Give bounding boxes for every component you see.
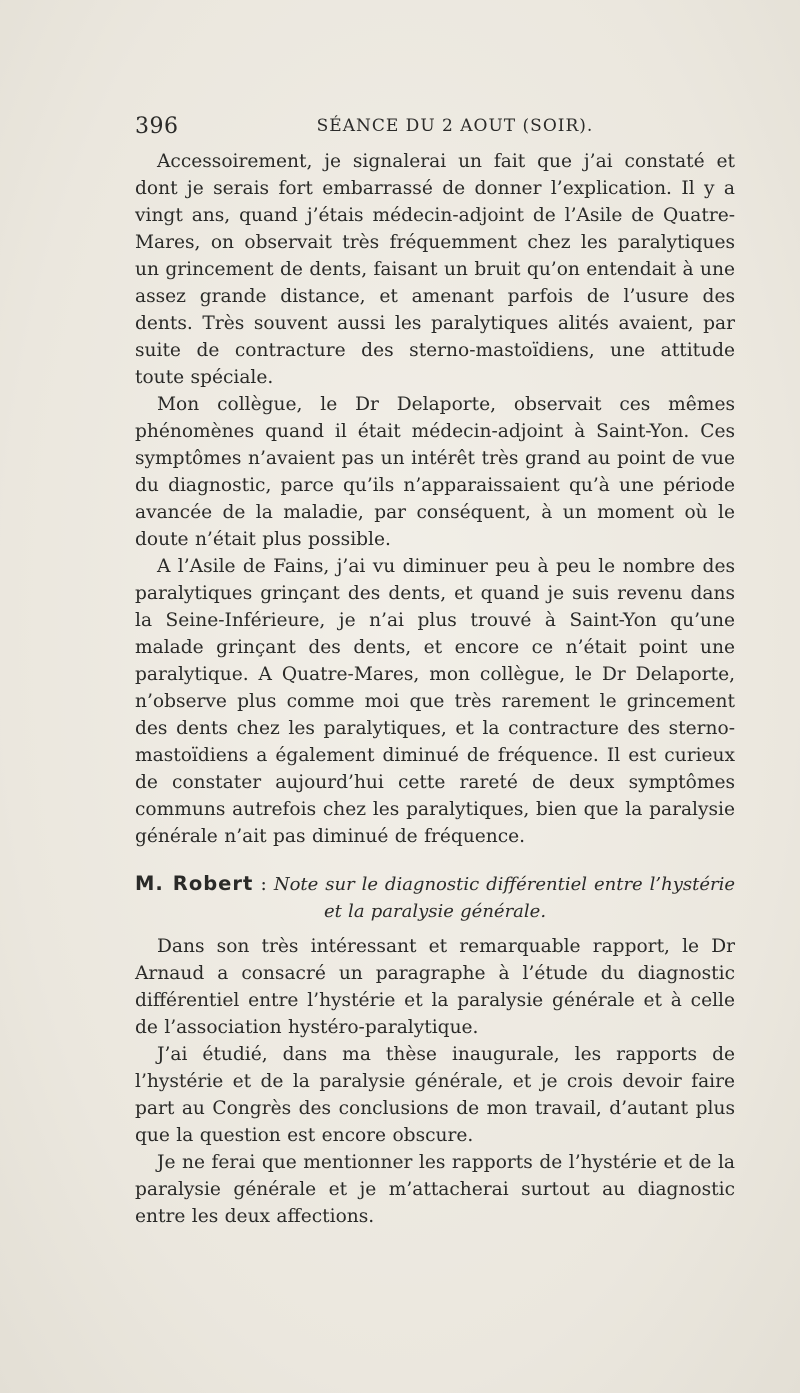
running-head: SÉANCE DU 2 AOUT (SOIR). [316,116,594,136]
section-heading [135,870,735,925]
section-paragraph-3: Je ne ferai que mentionner les rapports de l’hystérie et de la paralysie générale et je m’attacherai surtout au diagnostic entre les deux affections. [135,1152,735,1227]
page-header [135,114,735,144]
speaker-name: M. Robert [135,872,254,895]
paragraph-2: Mon collègue, le Dr Delaporte, observait ces mêmes phénomènes quand il était médecin-adjoint à Saint-Yon. Ces symptômes n’avaient pas un intérêt très grand au point de vue du diagnostic, parce qu’ils n’apparaissaient qu’à une période avancée de la maladie, par conséquent, à un moment où le doute n’était plus possible. [135,394,735,550]
section-paragraph-1: Dans son très intéressant et remarquable rapport, le Dr Arnaud a consacré un paragraphe à l’étude du diagnostic différentiel entre l’hystérie et la paralysie générale et à celle de l’association hystéro-paralytique. [135,936,735,1038]
section-title-line-1: Note sur le diagnostic différentiel entre l’hystérie [273,874,736,895]
section-title-line-2: et la paralysie générale. [323,901,547,922]
section-heading-line-1 [135,870,735,898]
section-paragraph-2: J’ai étudié, dans ma thèse inaugurale, les rapports de l’hystérie et de la paralysie générale, et je crois devoir faire part au Congrès des conclusions de mon travail, d’autant plus que la question est encore obscure. [135,1044,735,1146]
robert-section [135,870,735,1230]
paragraph-3: A l’Asile de Fains, j’ai vu diminuer peu à peu le nombre des paralytiques grinçant des dents, et quand je suis revenu dans la Seine-Inférieure, je n’ai plus trouvé à Saint-Yon qu’une malade grinçant des dents, et encore ce n’était point une paralytique. A Quatre-Mares, mon collègue, le Dr Delaporte, n’observe plus comme moi que très rarement le grincement des dents chez les paralytiques, et la contracture des sterno-mastoïdiens a également diminué de fréquence. Il est curieux de constater aujourd’hui cette rareté de deux symptômes communs autrefois chez les paralytiques, bien que la paralysie générale n’ait pas diminué de fréquence. [135,556,735,847]
paragraph-1: Accessoirement, je signalerai un fait que j’ai constaté et dont je serais fort embarrassé de donner l’explication. Il y a vingt ans, quand j’étais médecin-adjoint de l’Asile de Quatre-Mares, on observait très fréquemment chez les paralytiques un grincement de dents, faisant un bruit qu’on entendait à une assez grande distance, et amenant parfois de l’usure des dents. Très souvent aussi les paralytiques alités avaient, par suite de contracture des sterno-mastoïdiens, une attitude toute spéciale. [135,151,735,388]
body-text [135,148,735,1230]
page-number: 396 [135,114,179,139]
heading-separator: : [253,874,274,895]
